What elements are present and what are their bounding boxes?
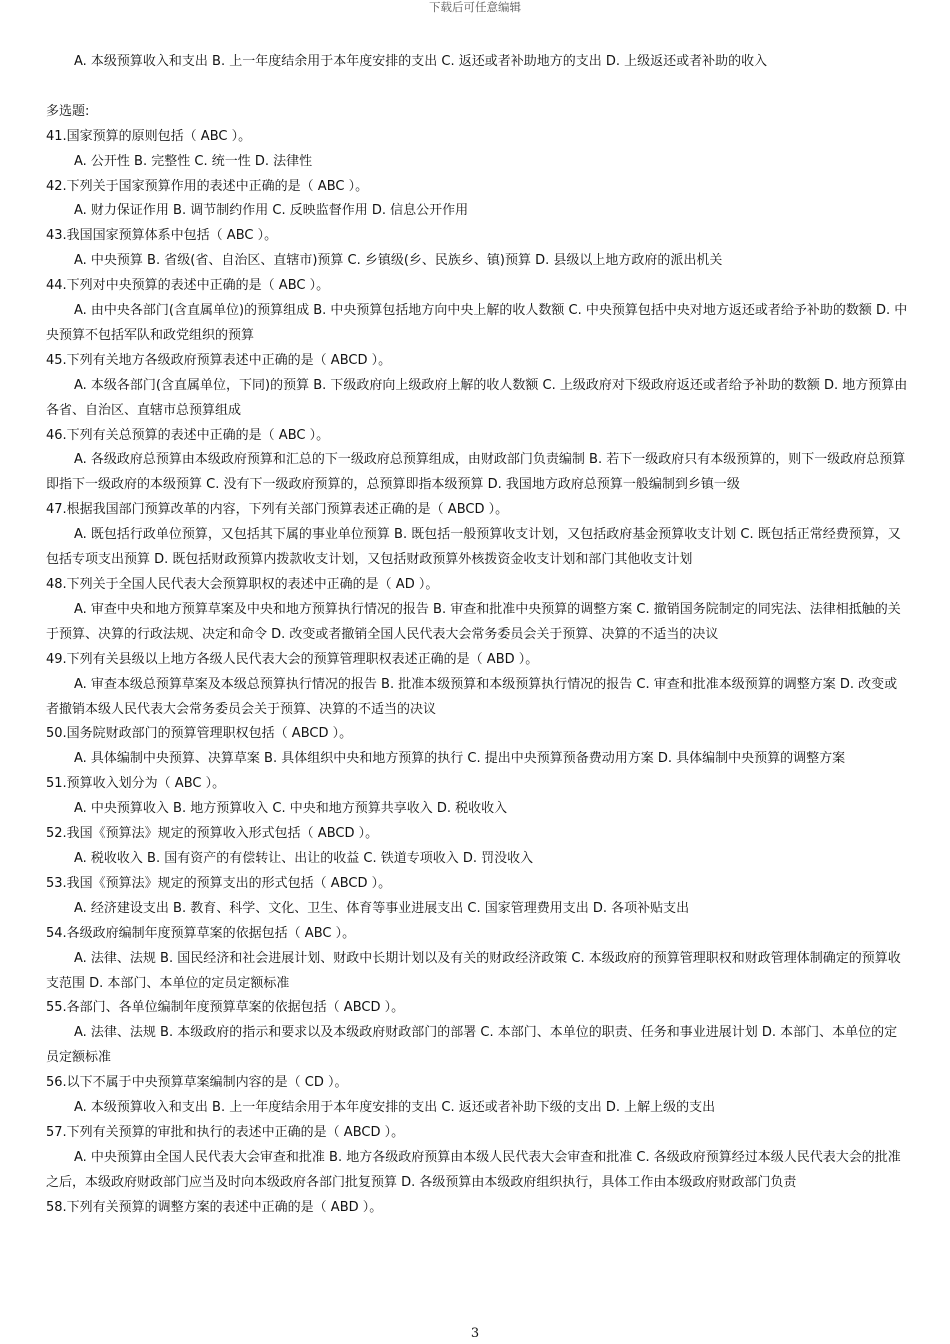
question-options: A. 法律、法规 B. 国民经济和社会进展计划、财政中长期计划以及有关的财政经济政策 C. 本级政府的预算管理职权和财政管理体制确定的预算收支范围 D. 本部门、本单位的定员定额标准 [46,950,901,991]
question-stem: 50.国务院财政部门的预算管理职权包括（ ABCD ）。 [46,726,353,742]
question-options: A. 法律、法规 B. 本级政府的指示和要求以及本级政府财政部门的部署 C. 本部门、本单位的职责、任务和事业进展计划 D. 本部门、本单位的定员定额标准 [46,1025,898,1066]
question-stem: 41.国家预算的原则包括（ ABC ）。 [46,128,252,144]
question-options: A. 既包括行政单位预算，又包括其下属的事业单位预算 B. 既包括一般预算收支计划，又包括政府基金预算收支计划 C. 既包括正常经费预算，又包括专项支出预算 D. 既包括财政预算内拨款收支计划，又包括财政预算外核拨资金收支计划和部门其他收支计划 [46,527,901,568]
question-stem: 55.各部门、各单位编制年度预算草案的依据包括（ ABCD ）。 [46,1000,405,1016]
question-stem: 51.预算收入划分为（ ABC ）。 [46,776,226,792]
question-options: A. 本级各部门(含直属单位，下同)的预算 B. 下级政府向上级政府上解的收人数额 C. 上级政府对下级政府返还或者给予补助的数额 D. 地方预算由各省、自治区、直辖市总预算组成 [46,377,908,418]
question-stem: 52.我国《预算法》规定的预算收入形式包括（ ABCD ）。 [46,826,379,842]
question-options: A. 中央预算由全国人民代表大会审查和批准 B. 地方各级政府预算由本级人民代表大会审查和批准 C. 各级政府预算经过本级人民代表大会的批准之后，本级政府财政部门应当及时向本级政府各部门批复预算 D. 各级预算由本级政府组织执行，具体工作由本级政府财政部门负责 [46,1149,901,1190]
question-options: A. 公开性 B. 完整性 C. 统一性 D. 法律性 [74,153,313,169]
question-options: A. 中央预算收入 B. 地方预算收入 C. 中央和地方预算共享收入 D. 税收收入 [74,801,508,817]
question-stem: 58.下列有关预算的调整方案的表述中正确的是（ ABD ）。 [46,1199,383,1215]
question-stem: 45.下列有关地方各级政府预算表述中正确的是（ ABCD ）。 [46,352,392,368]
previous-question-options: A. 本级预算收入和支出 B. 上一年度结余用于本年度安排的支出 C. 返还或者补助地方的支出 D. 上级返还或者补助的收入 [74,54,768,69]
blank-line [46,75,908,100]
question-stem: 49.下列有关县级以上地方各级人民代表大会的预算管理职权表述正确的是（ ABD ）。 [46,651,539,667]
section-title: 多选题: [46,103,90,119]
question-options: A. 各级政府总预算由本级政府预算和汇总的下一级政府总预算组成，由财政部门负责编制 B. 若下一级政府只有本级预算的，则下一级政府总预算即指下一级政府的本级预算 C. 没有下一级政府预算的，总预算即指本级预算 D. 我国地方政府总预算一般编制到乡镇一级 [46,452,906,493]
document-body [46,50,908,1221]
question-stem: 48.下列关于全国人民代表大会预算职权的表述中正确的是（ AD ）。 [46,577,439,593]
question-options: A. 审查中央和地方预算草案及中央和地方预算执行情况的报告 B. 审查和批准中央预算的调整方案 C. 撤销国务院制定的同宪法、法律相抵触的关于预算、决算的行政法规、决定和命令 D. 改变或者撤销全国人民代表大会常务委员会关于预算、决算的不适当的决议 [46,601,901,642]
question-options: A. 经济建设支出 B. 教育、科学、文化、卫生、体育等事业进展支出 C. 国家管理费用支出 D. 各项补贴支出 [74,900,690,916]
question-stem: 42.下列关于国家预算作用的表述中正确的是（ ABC ）。 [46,178,369,194]
page-number: 3 [470,1326,480,1341]
question-options: A. 由中央各部门(含直属单位)的预算组成 B. 中央预算包括地方向中央上解的收人数额 C. 中央预算包括中央对地方返还或者给予补助的数额 D. 中央预算不包括军队和政党组织的预算 [46,303,908,343]
question-options: A. 审查本级总预算草案及本级总预算执行情况的报告 B. 批准本级预算和本级预算执行情况的报告 C. 审查和批准本级预算的调整方案 D. 改变或者撤销本级人民代表大会常务委员会关于预算、决算的不适当的决议 [46,676,898,717]
page-header: 下载后可任意编辑 [429,0,521,14]
question-stem: 43.我国国家预算体系中包括（ ABC ）。 [46,228,278,244]
question-options: A. 中央预算 B. 省级(省、自治区、直辖市)预算 C. 乡镇级(乡、民族乡、镇)预算 D. 县级以上地方政府的派出机关 [74,253,723,269]
question-stem: 47.根据我国部门预算改革的内容，下列有关部门预算表述正确的是（ ABCD ）。 [46,502,509,518]
question-stem: 44.下列对中央预算的表述中正确的是（ ABC ）。 [46,278,330,294]
question-options: A. 本级预算收入和支出 B. 上一年度结余用于本年度安排的支出 C. 返还或者补助下级的支出 D. 上解上级的支出 [74,1100,716,1116]
question-list [46,125,908,1221]
question-options: A. 财力保证作用 B. 调节制约作用 C. 反映监督作用 D. 信息公开作用 [74,203,469,219]
question-options: A. 税收收入 B. 国有资产的有偿转让、出让的收益 C. 铁道专项收入 D. 罚没收入 [74,850,534,866]
question-options: A. 具体编制中央预算、决算草案 B. 具体组织中央和地方预算的执行 C. 提出中央预算预备费动用方案 D. 具体编制中央预算的调整方案 [74,751,846,767]
question-stem: 56.以下不属于中央预算草案编制内容的是（ CD ）。 [46,1075,348,1091]
question-stem: 46.下列有关总预算的表述中正确的是（ ABC ）。 [46,427,330,443]
question-stem: 54.各级政府编制年度预算草案的依据包括（ ABC ）。 [46,925,356,941]
question-stem: 53.我国《预算法》规定的预算支出的形式包括（ ABCD ）。 [46,875,392,891]
question-stem: 57.下列有关预算的审批和执行的表述中正确的是（ ABCD ）。 [46,1124,405,1140]
